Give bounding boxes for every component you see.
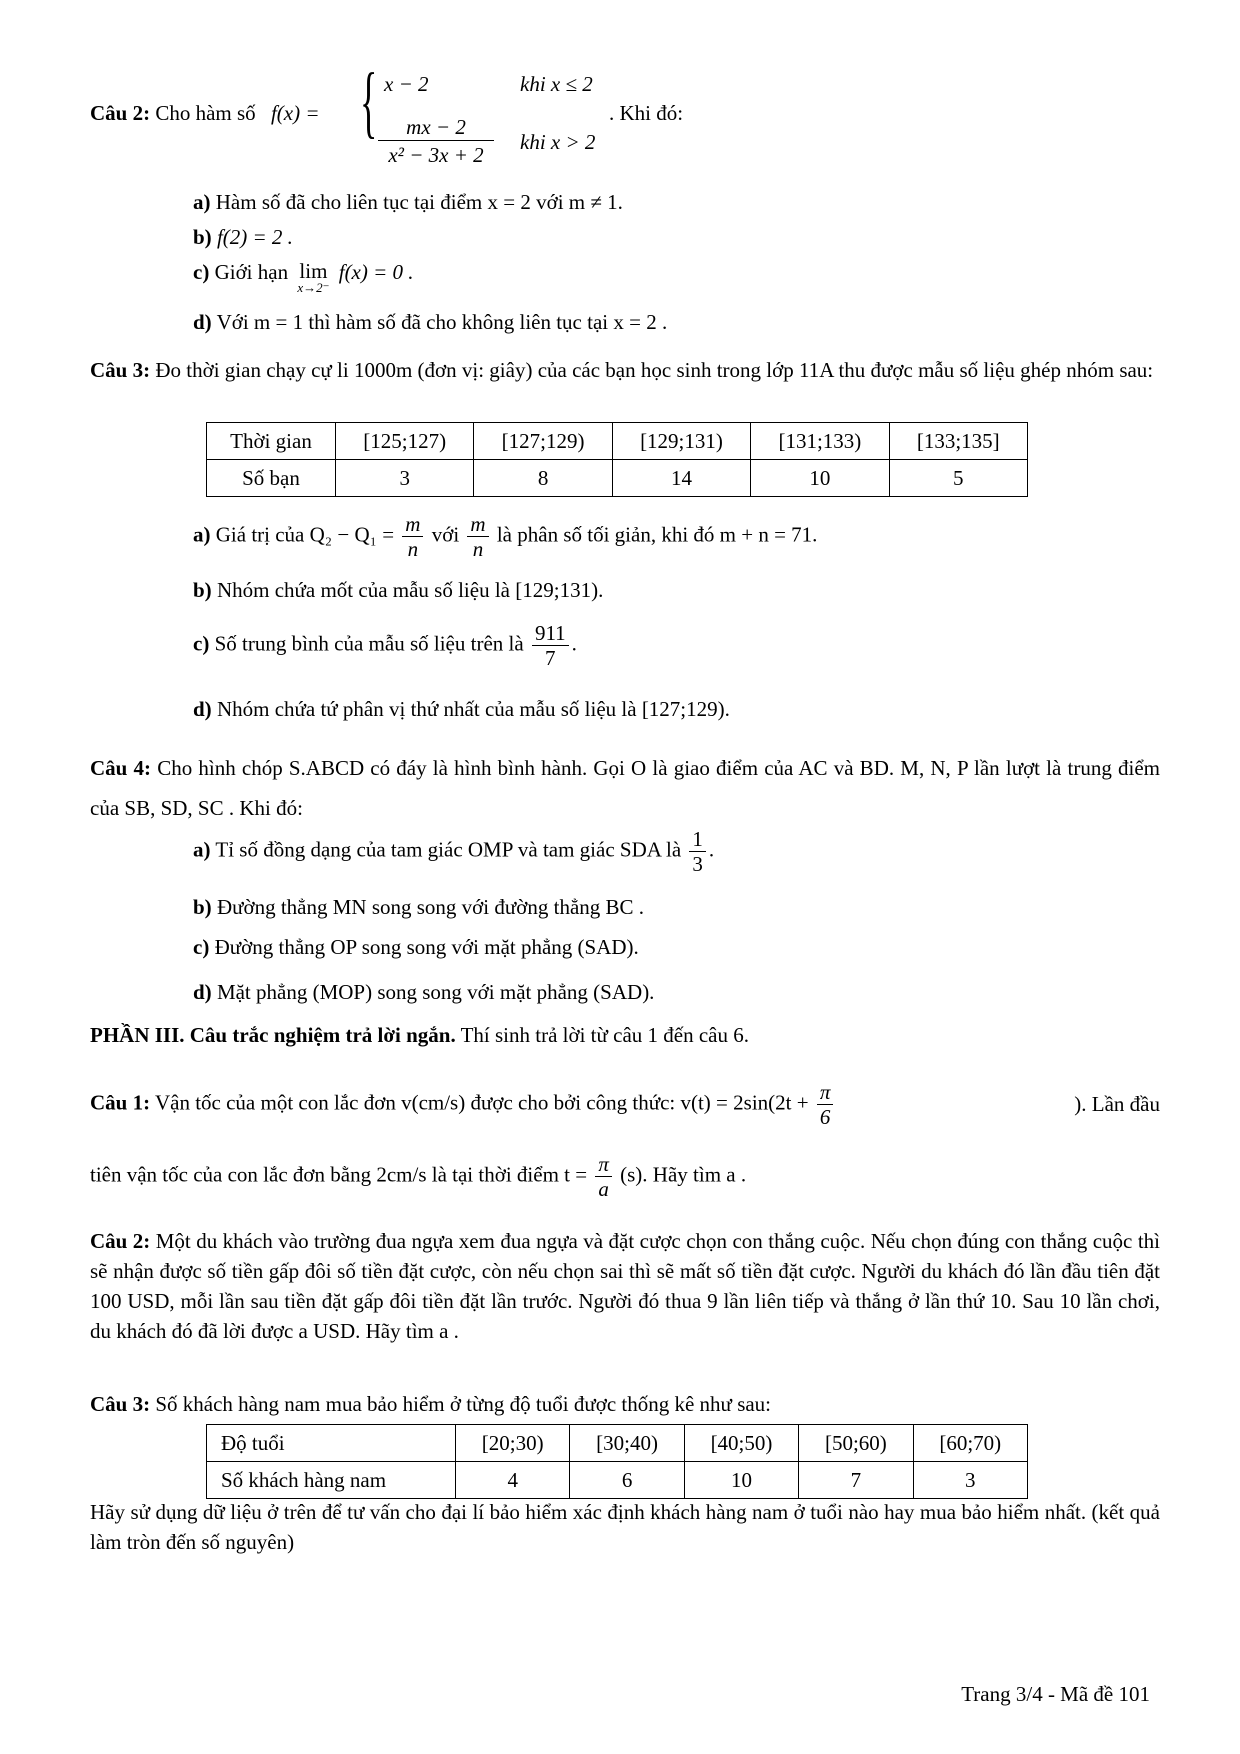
p3-question-2: [90, 1226, 1160, 1346]
question-text: Cho hình chóp S.ABCD có đáy là hình bình hành. Gọi O là giao điểm của AC và BD. M, N, P lần lượt là trung điểm của SB, SD, SC . Khi đó:: [90, 756, 1161, 820]
table-row: Thời gian [125;127) [127;129) [129;131) [131;133) [133;135]: [207, 423, 1028, 460]
question-label: Câu 1:: [90, 1090, 151, 1115]
age-customer-table: [206, 1424, 1028, 1499]
time-frequency-table: [206, 422, 1028, 497]
table-row: Số bạn 3 8 14 10 5: [207, 460, 1028, 497]
option-d: d) Với m = 1 thì hàm số đã cho không liên tục tại x = 2 .: [193, 310, 668, 334]
option-c: c) Số trung bình của mẫu số liệu trên là $\frac{911}{7}$ .: [193, 621, 577, 670]
question-intro: Cho hàm số: [155, 101, 256, 125]
option-c: c) Giới hạn lim x→2⁻ f(x) = 0 .: [193, 259, 414, 295]
question-followup: Hãy sử dụng dữ liệu ở trên để tư vấn cho đại lí bảo hiểm xác định khách hàng nam ở tuổi nào hay mua bảo hiểm nhất. (kết quả làm tròn đến số nguyên): [90, 1500, 1160, 1554]
option-c: c) Đường thẳng OP song song với mặt phẳng (SAD).: [193, 935, 639, 959]
question-text: Đo thời gian chạy cự li 1000m (đơn vị: giây) của các bạn học sinh trong lớp 11A thu được mẫu số liệu ghép nhóm sau:: [155, 358, 1154, 382]
question-label: Câu 2:: [90, 101, 151, 125]
option-b: b) f(2) = 2 .: [193, 225, 293, 249]
part3-title: PHẦN III. Câu trắc nghiệm trả lời ngắn.: [90, 1023, 456, 1047]
case2-denominator: x² − 3x + 2: [388, 143, 484, 167]
table-row: Độ tuổi [20;30) [30;40) [40;50) [50;60) [60;70): [207, 1425, 1028, 1462]
case1-condition: khi x ≤ 2: [520, 72, 593, 96]
limit-subscript: x→2⁻: [297, 280, 330, 295]
option-a: a) Giá trị của Q₂ − Q₁ = $\frac{m}{n}$ với $\frac{m}{n}$ là phân số tối giản, khi đó m + n = 71.: [193, 512, 818, 561]
function-name: f(x) =: [270, 101, 320, 125]
limit-symbol: lim: [299, 259, 328, 283]
piecewise-brace: {: [360, 58, 378, 146]
question-label: Câu 2:: [90, 1229, 151, 1253]
question-label: Câu 3:: [90, 1392, 151, 1416]
option-a: a) Tỉ số đồng dạng của tam giác OMP và tam giác SDA là $\frac{1}{3}$ .: [193, 827, 715, 876]
option-b: b) Đường thẳng MN song song với đường thẳng BC .: [193, 895, 645, 919]
case1-expression: x − 2: [384, 72, 429, 96]
part3-heading: [90, 1023, 749, 1048]
option-b: b) Nhóm chứa mốt của mẫu số liệu là [129;131).: [193, 578, 604, 602]
option-d: d) Mặt phẳng (MOP) song song với mặt phẳng (SAD).: [193, 980, 655, 1004]
case2-condition: khi x > 2: [520, 130, 596, 154]
question-outro: . Khi đó:: [609, 101, 684, 125]
question-label: Câu 3:: [90, 358, 151, 382]
question-label: Câu 4:: [90, 756, 152, 780]
table-row: Số khách hàng nam 4 6 10 7 3: [207, 1462, 1028, 1499]
option-a: a) Hàm số đã cho liên tục tại điểm x = 2 với m ≠ 1.: [193, 190, 623, 214]
option-d: d) Nhóm chứa tứ phân vị thứ nhất của mẫu số liệu là [127;129).: [193, 697, 730, 721]
page-footer: Trang 3/4 - Mã đề 101: [961, 1682, 1150, 1706]
case2-numerator: mx − 2: [378, 114, 494, 141]
question-text: Số khách hàng nam mua bảo hiểm ở từng độ tuổi được thống kê như sau:: [155, 1392, 772, 1416]
question-text: Một du khách vào trường đua ngựa xem đua ngựa và đặt cược chọn con thắng cuộc. Nếu chọn đúng con thắng cuộc thì sẽ nhận được số tiền gấp đôi số tiền đặt cược, còn nếu chọn sai thì sẽ mất số tiền đặt cược. Người du khách đó lần đầu tiên đặt 100 USD, mỗi lần sau tiền đặt gấp đôi tiền đặt lần trước. Người đó thua 9 lần liên tiếp và thắng ở lần thứ 10. Sau 10 lần chơi, du khách đó đã lời được a USD. Hãy tìm a .: [90, 1229, 1161, 1343]
part3-subtitle: Thí sinh trả lời từ câu 1 đến câu 6.: [460, 1023, 750, 1047]
